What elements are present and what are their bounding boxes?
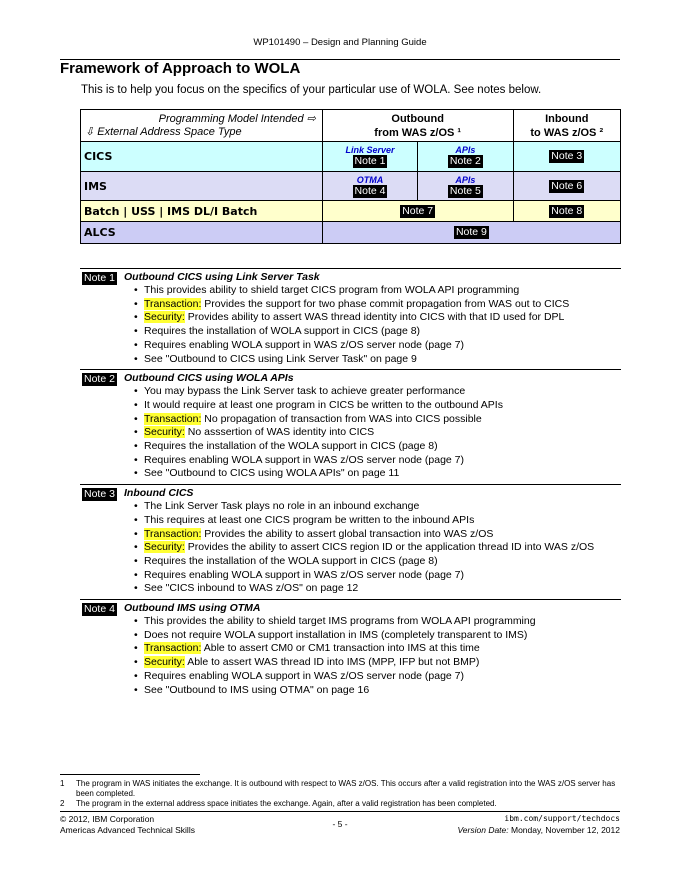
list-item: • Transaction: Provides the support for two phase commit propagation from WAS out to CICS — [134, 298, 621, 312]
list-item: • Requires enabling WOLA support in WAS z/OS server node (page 7) — [134, 569, 621, 583]
note-tag: Note 1 — [354, 155, 386, 167]
note-title: Outbound IMS using OTMA — [124, 602, 261, 615]
list-item: • Security: Provides the ability to assert CICS region ID or the application thread ID into WAS z/OS — [134, 541, 621, 555]
list-item: • Security: Able to assert WAS thread ID into IMS (MPP, IFP but not BMP) — [134, 656, 621, 670]
list-item: • Does not require WOLA support installation in IMS (completely transparent to IMS) — [134, 629, 621, 643]
note-block — [80, 369, 621, 484]
version-date: Version Date: Monday, November 12, 2012 — [457, 824, 620, 835]
note-tag: Note 1 — [84, 272, 115, 284]
row-label-alcs: ALCS — [81, 222, 323, 244]
list-item: • Requires enabling WOLA support in WAS z/OS server node (page 7) — [134, 670, 621, 684]
address-space-label: ⇩ External Address Space Type — [85, 125, 242, 138]
row-label-cics: CICS — [81, 142, 323, 172]
programming-model-label: Programming Model Intended ⇨ — [158, 112, 316, 125]
list-item: • Transaction: Able to assert CM0 or CM1 transaction into IMS at this time — [134, 642, 621, 656]
note-title: Inbound CICS — [124, 487, 194, 500]
cics-apis-cell: APIs Note 2 — [418, 142, 513, 172]
note-tag: Note 3 — [84, 488, 115, 501]
batch-inbound-cell — [513, 201, 620, 222]
batch-outbound-cell — [322, 201, 513, 222]
alcs-cell — [322, 222, 620, 244]
list-item: • See "Outbound to CICS using Link Server Task" on page 9 — [134, 353, 621, 367]
footnote-1: 1 The program in WAS initiates the exchange. It is outbound with respect to WAS z/OS. This occurs after a valid registration into the WAS z/OS server has been completed. — [60, 779, 616, 798]
corner-cell — [81, 110, 323, 142]
footnote-divider — [60, 774, 200, 775]
table-row — [81, 142, 621, 172]
list-item: • See "CICS inbound to WAS z/OS" on page 12 — [134, 582, 621, 596]
note-title: Outbound CICS using Link Server Task — [124, 271, 320, 283]
list-item: • Transaction: No propagation of transaction from WAS into CICS possible — [134, 413, 621, 427]
copyright: © 2012, IBM Corporation — [60, 814, 155, 824]
note-tag: Note 5 — [449, 184, 481, 197]
table-row — [81, 172, 621, 201]
footnote-2: 2 The program in the external address space initiates the exchange. Again, after a valid registration has been completed. — [60, 799, 497, 808]
list-item: • The Link Server Task plays no role in an inbound exchange — [134, 500, 621, 514]
note-tag: Note 2 — [449, 155, 481, 167]
list-item: • Security: No asssertion of WAS identity into CICS — [134, 426, 621, 440]
list-item: • See "Outbound to CICS using WOLA APIs" on page 11 — [134, 467, 621, 481]
ims-apis-cell: APIs Note 5 — [418, 172, 513, 201]
list-item: • You may bypass the Link Server task to achieve greater performance — [134, 385, 621, 399]
list-item: • It would require at least one program in CICS be written to the outbound APIs — [134, 399, 621, 413]
ims-inbound-cell — [513, 172, 620, 201]
note-block — [80, 599, 621, 700]
list-item: • Requires the installation of the WOLA support in CICS (page 8) — [134, 440, 621, 454]
list-item: • Requires enabling WOLA support in WAS z/OS server node (page 7) — [134, 454, 621, 468]
note-block — [80, 484, 621, 599]
ims-otma-cell: OTMA Note 4 — [322, 172, 417, 201]
note-tag: Note 2 — [84, 373, 115, 386]
org-name: Americas Advanced Technical Skills — [60, 824, 195, 835]
table-row — [81, 222, 621, 244]
list-item: • Requires the installation of the WOLA support in CICS (page 8) — [134, 555, 621, 569]
running-header: WP101490 – Design and Planning Guide — [253, 37, 427, 48]
note-tag: Note 4 — [354, 184, 386, 197]
list-item: • This requires at least one CICS program be written to the inbound APIs — [134, 514, 621, 528]
note-tag: Note 3 — [551, 150, 583, 162]
row-label-ims: IMS — [81, 172, 323, 201]
section-title: Framework of Approach to WOLA — [60, 60, 301, 77]
list-item: • Transaction: Provides the ability to assert global transaction into WAS z/OS — [134, 528, 621, 542]
list-item: • Requires the installation of WOLA support in CICS (page 8) — [134, 325, 621, 339]
note-tag: Note 9 — [455, 226, 487, 238]
inbound-header: Inbound to WAS z/OS ² — [513, 110, 620, 142]
table-row — [81, 201, 621, 222]
list-item: • Security: Provides ability to assert WAS thread identity into CICS with that ID used for DPL — [134, 311, 621, 325]
page-number: - 5 - — [332, 819, 348, 829]
footer-right — [457, 814, 620, 835]
note-tag: Note 6 — [551, 179, 583, 192]
note-block — [80, 268, 621, 369]
note-tag: Note 8 — [551, 204, 583, 217]
footer-divider — [60, 811, 620, 812]
note-title: Outbound CICS using WOLA APIs — [124, 372, 294, 385]
list-item: • This provides ability to shield target CICS program from WOLA API programming — [134, 284, 621, 298]
notes-list — [80, 268, 621, 700]
framework-table — [80, 109, 621, 244]
techdocs-url: ibm.com/support/techdocs — [504, 814, 620, 823]
list-item: • Requires enabling WOLA support in WAS z/OS server node (page 7) — [134, 339, 621, 353]
row-label-batch: Batch | USS | IMS DL/I Batch — [81, 201, 323, 222]
intro-text: This is to help you focus on the specifics of your particular use of WOLA. See notes below. — [81, 84, 542, 96]
note-tag: Note 7 — [402, 204, 434, 217]
cics-inbound-cell — [513, 142, 620, 172]
cics-link-server-cell: Link Server Note 1 — [322, 142, 417, 172]
list-item: • See "Outbound to IMS using OTMA" on page 16 — [134, 684, 621, 698]
outbound-header: Outbound from WAS z/OS ¹ — [322, 110, 513, 142]
note-tag: Note 4 — [84, 603, 115, 616]
list-item: • This provides the ability to shield target IMS programs from WOLA API programming — [134, 615, 621, 629]
